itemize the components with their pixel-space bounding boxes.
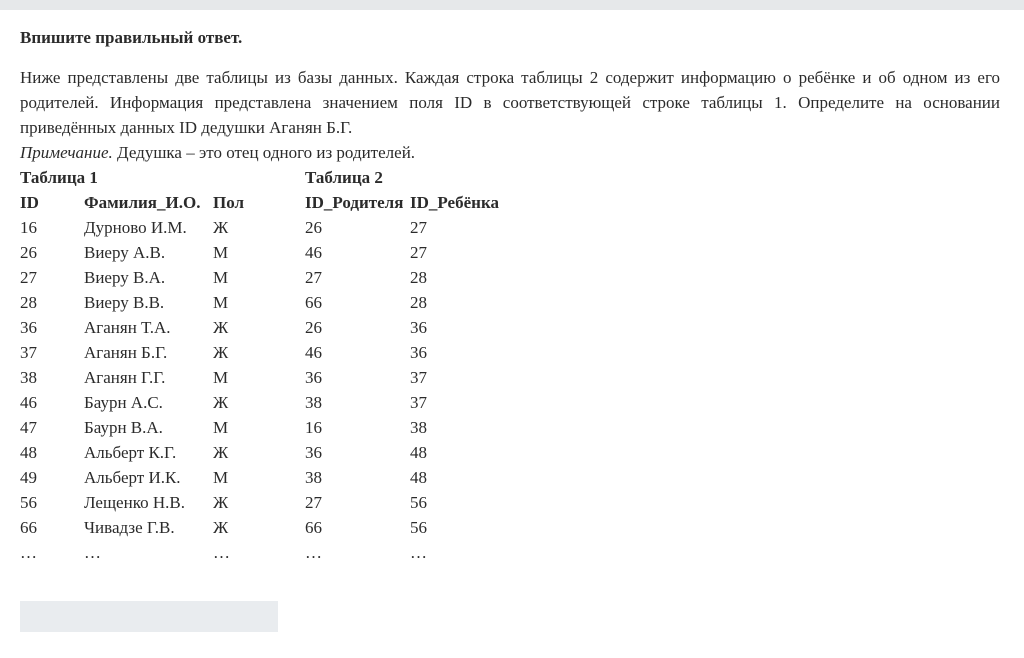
table-row — [20, 240, 510, 265]
cell-parent-id: 46 — [305, 243, 322, 262]
cell-child-id: 27 — [410, 243, 427, 262]
table-row — [20, 415, 510, 440]
cell-parent-id: 36 — [305, 443, 322, 462]
cell-gender: М — [213, 468, 229, 487]
table-row — [20, 340, 510, 365]
table-row — [20, 315, 510, 340]
cell-parent-id: 16 — [305, 418, 322, 437]
table-row — [20, 215, 510, 240]
table-row — [20, 440, 510, 465]
cell-name: Альберт И.К. — [84, 468, 181, 487]
header-id: ID — [20, 193, 39, 212]
cell-id: 28 — [20, 293, 37, 312]
cell-gender: Ж — [213, 493, 229, 512]
cell-name: Баурн В.А. — [84, 418, 163, 437]
cell-child-id: … — [410, 543, 427, 562]
cell-id: 56 — [20, 493, 37, 512]
instruction-heading: Впишите правильный ответ. — [20, 28, 243, 47]
cell-gender: Ж — [213, 343, 229, 362]
cell-parent-id: 66 — [305, 293, 322, 312]
cell-child-id: 56 — [410, 493, 427, 512]
cell-child-id: 36 — [410, 343, 427, 362]
cell-parent-id: 38 — [305, 393, 322, 412]
cell-child-id: 48 — [410, 443, 427, 462]
cell-parent-id: 66 — [305, 518, 322, 537]
header-child-id: ID_Ребёнка — [410, 193, 499, 212]
cell-gender: М — [213, 418, 229, 437]
cell-id: 36 — [20, 318, 37, 337]
cell-name: Баурн А.С. — [84, 393, 163, 412]
cell-name: Лещенко Н.В. — [84, 493, 185, 512]
cell-id: 27 — [20, 268, 37, 287]
cell-gender: М — [213, 368, 229, 387]
cell-name: Аганян Т.А. — [84, 318, 171, 337]
cell-id: 37 — [20, 343, 37, 362]
cell-child-id: 38 — [410, 418, 427, 437]
cell-parent-id: 27 — [305, 268, 322, 287]
table2-title: Таблица 2 — [305, 168, 383, 187]
cell-gender: М — [213, 243, 229, 262]
table-row — [20, 515, 510, 540]
cell-gender: М — [213, 293, 229, 312]
answer-input[interactable] — [20, 601, 278, 632]
top-bar — [0, 0, 1024, 10]
cell-child-id: 27 — [410, 218, 427, 237]
cell-parent-id: 27 — [305, 493, 322, 512]
table-row — [20, 540, 510, 565]
cell-id: 38 — [20, 368, 37, 387]
note-label: Примечание. — [20, 143, 113, 162]
note-text: Дедушка – это отец одного из родителей. — [112, 143, 416, 162]
cell-id: 26 — [20, 243, 37, 262]
cell-parent-id: … — [305, 543, 322, 562]
cell-gender: Ж — [213, 393, 229, 412]
cell-id: 47 — [20, 418, 37, 437]
data-tables — [20, 165, 510, 565]
table-row — [20, 365, 510, 390]
cell-name: Аганян Г.Г. — [84, 368, 166, 387]
cell-parent-id: 38 — [305, 468, 322, 487]
table-row — [20, 465, 510, 490]
cell-name: Дурново И.М. — [84, 218, 187, 237]
cell-child-id: 28 — [410, 293, 427, 312]
cell-name: Виеру А.В. — [84, 243, 166, 262]
cell-gender: Ж — [213, 318, 229, 337]
table-row — [20, 290, 510, 315]
table-body — [20, 215, 510, 565]
header-gender: Пол — [213, 193, 245, 212]
tables-container — [20, 165, 510, 565]
cell-name: Виеру В.В. — [84, 293, 165, 312]
table-row — [20, 490, 510, 515]
cell-name: … — [84, 543, 101, 562]
cell-parent-id: 26 — [305, 318, 322, 337]
cell-parent-id: 36 — [305, 368, 322, 387]
header-name: Фамилия_И.О. — [84, 193, 201, 212]
cell-id: 46 — [20, 393, 37, 412]
table-row — [20, 390, 510, 415]
header-parent-id: ID_Родителя — [305, 193, 404, 212]
cell-gender: … — [213, 543, 230, 562]
note — [20, 140, 415, 165]
cell-gender: Ж — [213, 443, 229, 462]
table-titles-row — [20, 165, 510, 190]
cell-gender: Ж — [213, 518, 229, 537]
cell-child-id: 48 — [410, 468, 427, 487]
cell-child-id: 36 — [410, 318, 427, 337]
problem-text: Ниже представлены две таблицы из базы данных. Каждая строка таблицы 2 содержит информацию о ребёнке и об одном из его родителей. Информация представлена значением поля ID в соответствующей строке таблицы 1. Определите на основании приведённых данных ID дедушки Аганян Б.Г. — [20, 68, 1000, 137]
cell-id: 66 — [20, 518, 37, 537]
cell-gender: Ж — [213, 218, 229, 237]
cell-id: … — [20, 543, 37, 562]
table1-title: Таблица 1 — [20, 168, 98, 187]
cell-name: Виеру В.А. — [84, 268, 166, 287]
cell-name: Альберт К.Г. — [84, 443, 177, 462]
table-row — [20, 265, 510, 290]
cell-child-id: 37 — [410, 368, 427, 387]
cell-child-id: 37 — [410, 393, 427, 412]
cell-child-id: 56 — [410, 518, 427, 537]
cell-id: 49 — [20, 468, 37, 487]
cell-child-id: 28 — [410, 268, 427, 287]
table-headers-row — [20, 190, 510, 215]
cell-gender: М — [213, 268, 229, 287]
cell-parent-id: 46 — [305, 343, 322, 362]
cell-name: Аганян Б.Г. — [84, 343, 168, 362]
cell-id: 16 — [20, 218, 37, 237]
cell-id: 48 — [20, 443, 37, 462]
cell-parent-id: 26 — [305, 218, 322, 237]
cell-name: Чивадзе Г.В. — [84, 518, 175, 537]
